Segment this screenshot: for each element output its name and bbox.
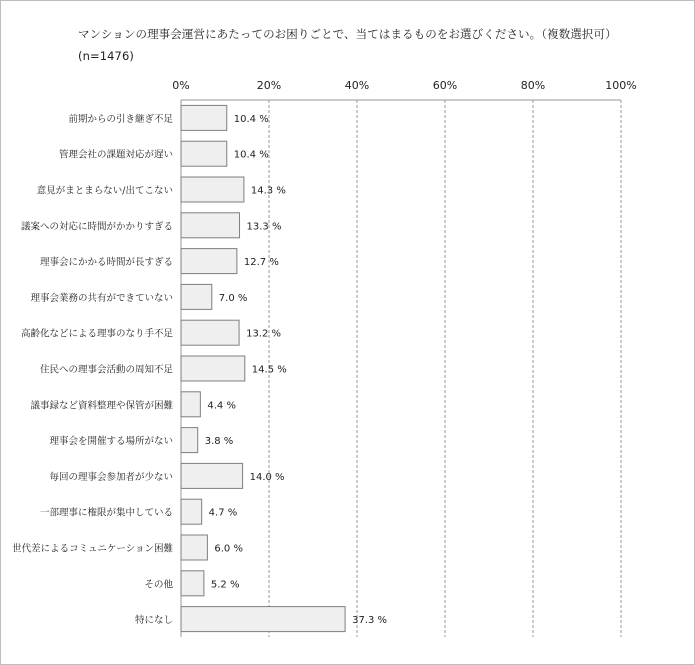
category-label: 世代差によるコミュニケーション困難 <box>12 543 173 555</box>
x-tick-label: 80% <box>520 79 546 92</box>
data-label: 14.3 % <box>250 185 286 197</box>
category-label: 前期からの引き継ぎ不足 <box>68 113 173 125</box>
bar <box>181 571 204 596</box>
bar <box>181 213 240 238</box>
bar <box>181 141 227 166</box>
data-label: 12.7 % <box>243 257 279 269</box>
category-label: 高齢化などによる理事のなり手不足 <box>20 328 173 340</box>
bar <box>181 499 202 524</box>
x-tick-label: 60% <box>432 79 458 92</box>
bar <box>181 356 245 381</box>
data-label: 7.0 % <box>218 292 248 304</box>
category-label: 議案への対応に時間がかかりすぎる <box>20 221 173 233</box>
bar <box>181 284 212 309</box>
category-label: その他 <box>144 579 173 591</box>
data-label: 14.0 % <box>249 471 285 483</box>
category-label: 特になし <box>134 615 173 627</box>
x-tick-label: 100% <box>605 79 637 92</box>
bar <box>181 177 244 202</box>
bar <box>181 607 345 632</box>
data-label: 4.7 % <box>208 507 238 519</box>
bar <box>181 463 243 488</box>
bar <box>181 320 239 345</box>
data-label: 13.2 % <box>246 328 282 340</box>
category-label: 意見がまとまらない/出てこない <box>36 185 173 197</box>
category-label: 一部理事に権限が集中している <box>39 507 173 519</box>
category-label: 理事会を開催する場所がない <box>49 436 173 448</box>
bar <box>181 428 198 453</box>
data-label: 37.3 % <box>352 615 388 627</box>
bar <box>181 249 237 274</box>
chart-subtitle: (n=1476) <box>78 49 134 63</box>
category-label: 議事録など資料整理や保管が困難 <box>30 400 173 412</box>
bar <box>181 392 200 417</box>
data-label: 5.2 % <box>210 579 240 591</box>
data-label: 10.4 % <box>233 149 269 161</box>
x-tick-label: 40% <box>344 79 370 92</box>
data-label: 13.3 % <box>246 221 282 233</box>
data-label: 4.4 % <box>207 400 236 412</box>
bar <box>181 535 207 560</box>
x-tick-label: 20% <box>256 79 282 92</box>
category-label: 理事会業務の共有ができていない <box>30 292 173 304</box>
category-label: 管理会社の課題対応が遅い <box>58 149 173 161</box>
data-label: 14.5 % <box>251 364 287 376</box>
data-label: 10.4 % <box>233 113 269 125</box>
category-label: 理事会にかかる時間が長すぎる <box>39 257 173 269</box>
data-label: 6.0 % <box>214 543 243 555</box>
chart-title: マンションの理事会運営にあたってのお困りごとで、当てはまるものをお選びください。（複数選択可） <box>78 27 617 41</box>
category-label: 住民への理事会活動の周知不足 <box>39 364 173 376</box>
x-tick-label: 0% <box>172 79 190 92</box>
data-label: 3.8 % <box>204 436 234 448</box>
bar <box>181 105 227 130</box>
category-label: 毎回の理事会参加者が少ない <box>49 471 173 483</box>
